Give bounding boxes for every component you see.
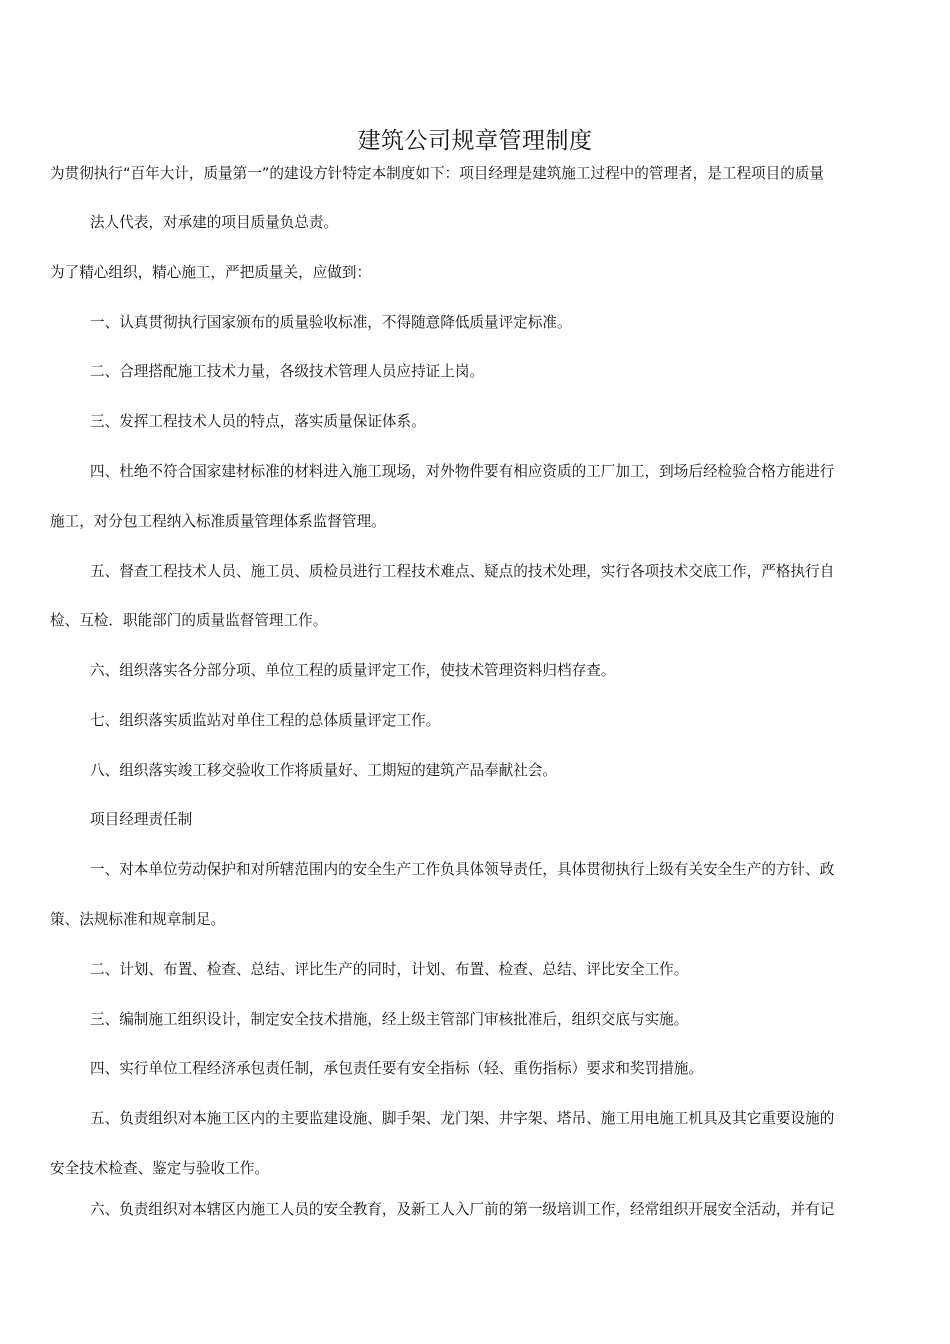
paragraph-line: 安全技术检查、鉴定与验收工作。 [50,1160,269,1177]
list-item: 四、杜绝不符合国家建材标准的材料进入施工现场，对外物件要有相应资质的工厂加工，到场后经检验合格方能进行 [90,463,835,480]
section-heading: 项目经理责任制 [90,811,193,828]
list-item: 五、督查工程技术人员、施工员、质检员进行工程技术难点、疑点的技术处理，实行各项技术交底工作，严格执行自 [90,563,835,580]
list-item: 四、实行单位工程经济承包责任制，承包责任要有安全指标（轻、重伤指标）要求和奖罚措施。 [90,1060,703,1077]
list-item: 一、认真贯彻执行国家颁布的质量验收标准，不得随意降低质量评定标准。 [90,314,572,331]
list-item: 二、合理搭配施工技术力量，各级技术管理人员应持证上岗。 [90,363,485,380]
list-item: 三、编制施工组织设计，制定安全技术措施，经上级主管部门审核批准后，组织交底与实施。 [90,1011,689,1028]
paragraph-line: 法人代表，对承建的项目质量负总责。 [90,214,339,231]
list-item: 六、负责组织对本辖区内施工人员的安全教育，及新工人入厂前的第一级培训工作，经常组织开展安全活动，并有记 [90,1201,835,1218]
list-item: 一、对本单位劳动保护和对所辖范围内的安全生产工作负具体领导责任，具体贯彻执行上级有关安全生产的方针、政 [90,861,835,878]
list-item: 八、组织落实竣工移交验收工作将质量好、工期短的建筑产品奉献社会。 [90,762,558,779]
list-item: 六、组织落实各分部分项、单位工程的质量评定工作，使技术管理资料归档存查。 [90,662,616,679]
document-title: 建筑公司规章管理制度 [357,128,593,155]
paragraph-line: 施工，对分包工程纳入标准质量管理体系监督管理。 [50,513,386,530]
list-item: 七、组织落实质监站对单住工程的总体质量评定工作。 [90,712,441,729]
paragraph-line: 为了精心组织，精心施工，严把质量关，应做到： [50,264,372,281]
paragraph-line: 检、互检．职能部门的质量监督管理工作。 [50,612,328,629]
paragraph-line: 为贯彻执行“百年大计，质量第一”的建设方针特定本制度如下：项目经理是建筑施工过程中的管理者，是工程项目的质量 [50,165,825,182]
list-item: 二、计划、布置、检查、总结、评比生产的同时，计划、布置、检查、总结、评比安全工作。 [90,961,689,978]
list-item: 五、负责组织对本施工区内的主要监建设施、脚手架、龙门架、井字架、塔吊、施工用电施工机具及其它重要设施的 [90,1110,835,1127]
list-item: 三、发挥工程技术人员的特点，落实质量保证体系。 [90,413,426,430]
paragraph-line: 策、法规标准和规章制足。 [50,911,226,928]
